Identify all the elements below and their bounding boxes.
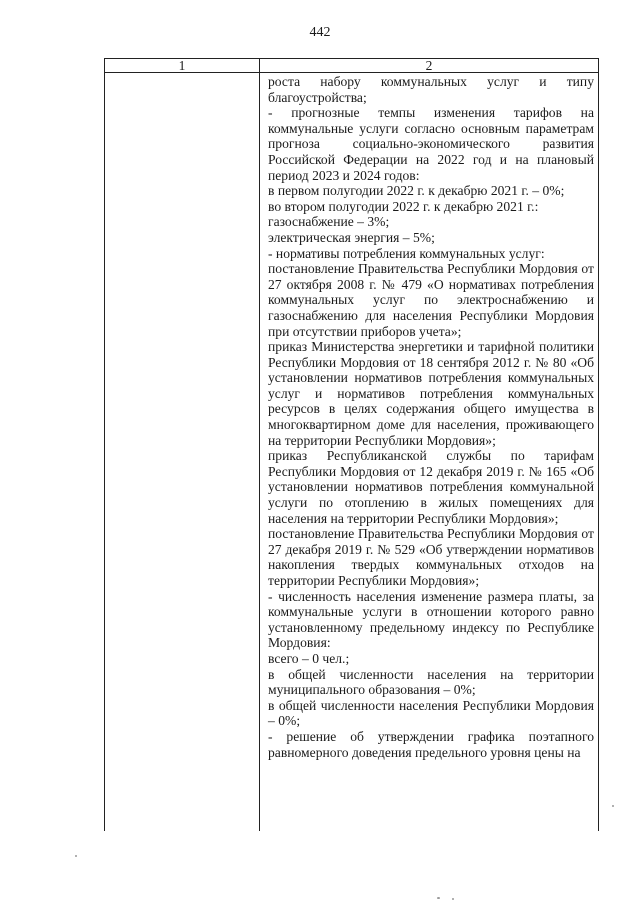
paragraph-growth-set: роста набору коммунальных услуг и типу благоустройства; bbox=[268, 74, 594, 105]
empty-column-cell bbox=[105, 73, 260, 832]
page-number: 442 bbox=[309, 25, 331, 40]
paragraph-republic-share: в общей численности населения Республики Мордовия – 0%; bbox=[268, 697, 594, 729]
scan-speck bbox=[612, 805, 614, 807]
document-table bbox=[104, 58, 599, 831]
paragraph-municipal-share: в общей численности населения на территории муниципального образования – 0%; bbox=[268, 666, 594, 698]
paragraph-second-half-2022: во втором полугодии 2022 г. к декабрю 2021 г.: bbox=[268, 198, 539, 214]
column-header-1: 1 bbox=[105, 59, 260, 73]
table-header-row bbox=[105, 59, 599, 73]
scan-speck bbox=[452, 898, 454, 900]
paragraph-first-half-2022: в первом полугодии 2022 г. к декабрю 2021 г. – 0%; bbox=[268, 183, 565, 199]
paragraph-tariff-forecast: - прогнозные темпы изменения тарифов на коммунальные услуги согласно основным параметрам прогноза социально-экономического развития Российской Федерации на 2022 год и на плановый период 2023 и 2024 годов: bbox=[268, 105, 594, 183]
paragraph-electricity: электрическая энергия – 5%; bbox=[268, 229, 435, 245]
column-header-2: 2 bbox=[260, 59, 599, 73]
paragraph-consumption-norms: - нормативы потребления коммунальных услуг: bbox=[268, 245, 545, 261]
text-column-cell bbox=[260, 73, 599, 832]
paragraph-order-80: приказ Министерства энергетики и тарифной политики Республики Мордовия от 18 сентября 2012 г. № 80 «Об установлении нормативов потребления коммунальных услуг и нормативов потребления коммунальных ресурсов в целях содержания общего имущества в многоквартирном доме для населения, проживающего на территории Республики Мордовия»; bbox=[268, 339, 594, 448]
scan-speck bbox=[437, 897, 440, 899]
paragraph-total-people: всего – 0 чел.; bbox=[268, 650, 350, 666]
paragraph-gas-supply: газоснабжение – 3%; bbox=[268, 214, 390, 230]
paragraph-order-165: приказ Республиканской службы по тарифам Республики Мордовия от 12 декабря 2019 г. № 165 «Об установлении нормативов потребления коммунальной услуги по отоплению в жилых помещениях для населения на территории Республики Мордовия»; bbox=[268, 448, 594, 526]
scan-speck bbox=[75, 855, 77, 857]
paragraph-resolution-479: постановление Правительства Республики Мордовия от 27 октября 2008 г. № 479 «О нормативах потребления коммунальных услуг по электроснабжению и газоснабжению для населения Республики Мордовия при отсутствии приборов учета»; bbox=[268, 261, 594, 339]
paragraph-population-count: - численность населения изменение размера платы, за коммунальные услуги в отношении которого равно установленному предельному индексу по Республике Мордовия: bbox=[268, 588, 594, 651]
paragraph-price-schedule: - решение об утверждении графика поэтапного равномерного доведения предельного уровня цены на bbox=[268, 728, 594, 760]
table-row bbox=[105, 73, 599, 832]
paragraph-resolution-529: постановление Правительства Республики Мордовия от 27 декабря 2019 г. № 529 «Об утверждении нормативов накопления твердых коммунальных отходов на территории Республики Мордовия»; bbox=[268, 526, 594, 588]
